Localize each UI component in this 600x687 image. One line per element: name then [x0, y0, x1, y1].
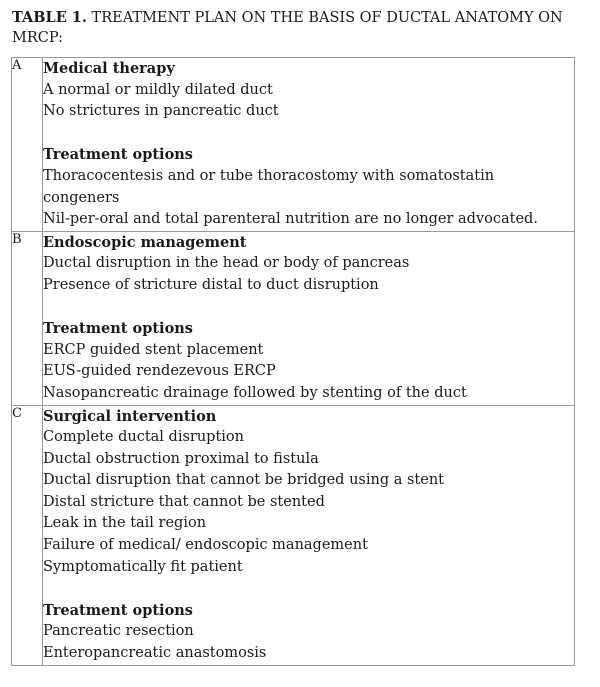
option-item: Thoracocentesis and or tube thoracostomy with somatostatin congeners: [43, 167, 495, 206]
criteria-item: No strictures in pancreatic duct: [43, 103, 279, 120]
criteria-item: Complete ductal disruption: [43, 429, 244, 446]
spacer: [43, 578, 574, 600]
option-item: Pancreatic resection: [43, 623, 194, 640]
group-label-cell: A: [12, 58, 43, 232]
criteria-item: Distal stricture that cannot be stented: [43, 493, 325, 510]
table-caption-text: TREATMENT PLAN ON THE BASIS OF DUCTAL ANATOMY ON MRCP:: [12, 10, 563, 46]
options-heading: Treatment options: [43, 146, 193, 164]
option-item: ERCP guided stent placement: [43, 341, 264, 358]
option-item: Enteropancreatic anastomosis: [43, 645, 267, 662]
option-item: EUS-guided rendezevous ERCP: [43, 363, 276, 380]
option-item: Nasopancreatic drainage followed by stenting of the duct: [43, 384, 467, 401]
section-heading: Endoscopic management: [43, 233, 247, 251]
table-row: [12, 405, 575, 665]
table-row: [12, 58, 575, 232]
section-heading: Medical therapy: [43, 60, 175, 77]
group-label-cell: C: [12, 405, 43, 665]
spacer: [43, 297, 574, 319]
group-content-cell: [43, 405, 575, 665]
criteria-item: Leak in the tail region: [43, 515, 207, 532]
group-content-cell: [43, 231, 575, 405]
section-heading: Surgical intervention: [43, 407, 217, 425]
criteria-item: Failure of medical/ endoscopic management: [43, 537, 368, 554]
table-caption: [12, 8, 587, 48]
table-caption-label: TABLE 1.: [12, 9, 87, 26]
table-row: [12, 231, 575, 405]
options-heading: Treatment options: [43, 601, 193, 619]
criteria-item: Symptomatically fit patient: [43, 558, 243, 575]
treatment-plan-table: [11, 57, 575, 666]
spacer: [43, 123, 574, 145]
group-label-cell: B: [12, 231, 43, 405]
criteria-item: Presence of stricture distal to duct disruption: [43, 276, 379, 293]
criteria-item: A normal or mildly dilated duct: [43, 81, 273, 98]
criteria-item: Ductal disruption that cannot be bridged using a stent: [43, 472, 444, 489]
criteria-item: Ductal disruption in the head or body of pancreas: [43, 255, 410, 272]
options-heading: Treatment options: [43, 320, 193, 338]
criteria-item: Ductal obstruction proximal to fistula: [43, 450, 319, 467]
group-content-cell: [43, 58, 575, 232]
option-item: Nil-per-oral and total parenteral nutrition are no longer advocated.: [43, 211, 538, 228]
